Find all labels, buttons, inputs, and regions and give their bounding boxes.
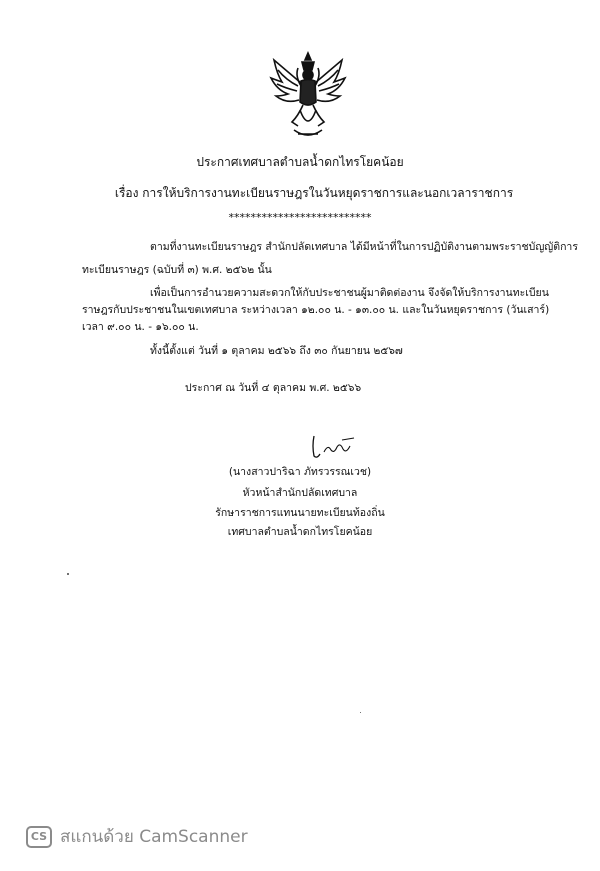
camscanner-watermark [26, 823, 248, 850]
document-heading: ประกาศเทศบาลตำบลน้ำดกไทรโยคน้อย [196, 155, 404, 169]
effective-period: ทั้งนี้ตั้งแต่ วันที่ ๑ ตุลาคม ๒๕๖๖ ถึง ๓๐ กันยายน ๒๕๖๗ [150, 345, 403, 357]
document-subject: เรื่อง การให้บริการงานทะเบียนราษฎรในวันหยุดราชการและนอกเวลาราชการ [114, 186, 514, 200]
paragraph-1-line-2: ทะเบียนราษฎร (ฉบับที่ ๓) พ.ศ. ๒๕๖๒ นั้น [82, 264, 272, 276]
handwritten-signature [308, 432, 358, 460]
garuda-emblem-icon [268, 50, 348, 140]
scan-speck [67, 573, 69, 575]
scan-speck [360, 712, 361, 713]
watermark-text: สแกนด้วย CamScanner [60, 827, 248, 847]
paragraph-2-line-1: เพื่อเป็นการอำนวยความสะดวกให้กับประชาชนผู้มาติดต่องาน จึงจัดให้บริการงานทะเบียน [150, 287, 549, 299]
separator-line: ************************** [228, 211, 372, 224]
camscanner-logo-icon: CS [26, 826, 52, 848]
paragraph-2-line-2: ราษฎรกับประชาชนในเขตเทศบาล ระหว่างเวลา ๑๒.๐๐ น. - ๑๓.๐๐ น. และในวันหยุดราชการ (วันเสาร์) [82, 304, 550, 316]
signatory-position-3: เทศบาลตำบลน้ำดกไทรโยคน้อย [227, 526, 373, 538]
signatory-position-1: หัวหน้าสำนักปลัดเทศบาล [242, 487, 358, 499]
signatory-position-2: รักษาราชการแทนนายทะเบียนท้องถิ่น [215, 507, 385, 519]
announcement-date: ประกาศ ณ วันที่ ๔ ตุลาคม พ.ศ. ๒๕๖๖ [185, 382, 362, 394]
signatory-name: (นางสาวปาริฉา ภัทรวรรณเวช) [228, 466, 372, 478]
paragraph-2-line-3: เวลา ๙.๐๐ น. - ๑๖.๐๐ น. [82, 321, 199, 333]
paragraph-1-line-1: ตามที่งานทะเบียนราษฎร สำนักปลัดเทศบาล ได้มีหน้าที่ในการปฏิบัติงานตามพระราชบัญญัติการ [150, 241, 578, 253]
